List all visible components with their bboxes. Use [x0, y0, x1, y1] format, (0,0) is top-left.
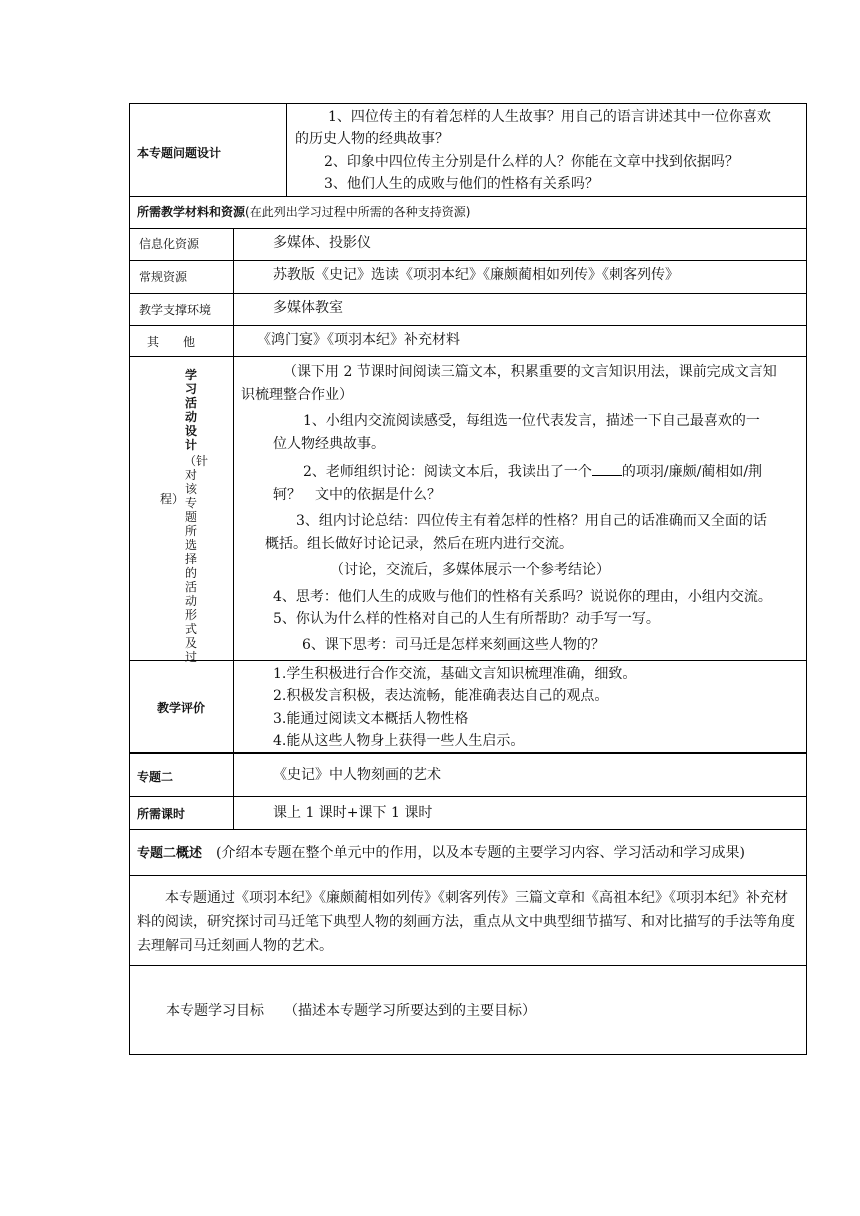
overview-note: (介绍本专题在整个单元中的作用，以及本专题的主要学习内容、学习活动和学习成果): [216, 845, 745, 861]
question-design-label: 本专题问题设计: [137, 146, 222, 160]
activity-step-4: 4、思考：他们人生的成败与他们的性格有关系吗？说说你的理由，小组内交流。: [273, 589, 772, 605]
goal-header: [166, 1000, 536, 1022]
material-label: 常规资源: [139, 270, 188, 284]
row-divider: [129, 660, 807, 661]
activity-step-2-post: 的项羽/廉颇/蔺相如/荆: [621, 464, 763, 480]
row-divider: [129, 228, 807, 229]
column-divider: [286, 103, 287, 196]
activity-step-1-line-1: 1、小组内交流阅读感受，每组选一位代表发言，描述一下自己最喜欢的一: [303, 413, 760, 429]
row-divider: [129, 796, 807, 797]
material-label: 其 他: [147, 335, 196, 349]
evaluation-item: 4.能从这些人物身上获得一些人生启示。: [273, 733, 525, 749]
goal-label: 本专题学习目标: [166, 1003, 264, 1019]
activity-label-note: （针对该专题所选择的活动形式及过: [184, 454, 209, 664]
overview-paragraph: 本专题通过《项羽本纪》《廉颇蔺相如列传》《刺客列传》三篇文章和《高祖本纪》《项羽本纪》补充材料的阅读，研究探讨司马迁笔下典型人物的刻画方法，重点从文中典型细节描写、和对比描写的手法等角度去理解司马迁刻画人物的艺术。: [137, 890, 795, 954]
row-divider: [129, 196, 807, 197]
question-2: 2、印象中四位传主分别是什么样的人？你能在文章中找到依据吗？: [324, 154, 739, 170]
row-divider: [129, 260, 807, 261]
topic2-label: 专题二: [137, 770, 174, 784]
goal-note: （描述本专题学习所要达到的主要目标）: [284, 1003, 536, 1019]
activity-label: 学习活动设计: [184, 368, 197, 452]
evaluation-item: 1.学生积极进行合作交流，基础文言知识梳理准确，细致。: [273, 666, 637, 682]
activity-step-1-line-2: 位人物经典故事。: [273, 436, 385, 452]
topic2-title: 《史记》中人物刻画的艺术: [273, 767, 441, 783]
activity-step-3-line-2: 概括。组长做好讨论记录，然后在班内进行交流。: [265, 536, 573, 552]
overview-header: [137, 842, 745, 865]
activity-step-2-pre: 2、老师组织讨论：阅读文本后，我读出了一个: [303, 464, 592, 480]
question-1-line-2: 的历史人物的经典故事？: [295, 131, 449, 147]
material-value: 多媒体、投影仪: [273, 235, 371, 251]
evaluation-item: 3.能通过阅读文本概括人物性格: [273, 711, 469, 727]
materials-header-note: (在此列出学习过程中所需的各种支持资源): [245, 205, 471, 219]
evaluation-label: 教学评价: [157, 701, 206, 715]
activity-intro-line-2: 识梳理整合作业）: [241, 387, 353, 403]
activity-intro-line-1: （课下用 2 节课时间阅读三篇文本，积累重要的文言知识用法，课前完成文言知: [283, 364, 777, 380]
row-divider: [129, 875, 807, 876]
row-divider: [129, 965, 807, 966]
material-value: 多媒体教室: [273, 300, 343, 316]
question-3: 3、他们人生的成败与他们的性格有关系吗？: [324, 176, 599, 192]
row-divider: [129, 356, 807, 357]
question-1-line-1: 1、四位传主的有着怎样的人生故事？用自己的语言讲述其中一位你喜欢: [328, 109, 771, 125]
activity-step-3-line-1: 3、组内讨论总结：四位传主有着怎样的性格？用自己的话准确而又全面的话: [296, 513, 767, 529]
column-divider: [233, 752, 234, 829]
column-divider: [233, 228, 234, 752]
row-divider: [129, 752, 807, 754]
materials-header: [137, 201, 470, 223]
evaluation-item: 2.积极发言积极，表达流畅，能准确表达自己的观点。: [273, 688, 609, 704]
hours-value: 课上 1 课时+课下 1 课时: [273, 805, 433, 821]
fill-blank: [592, 461, 622, 476]
row-divider: [129, 293, 807, 294]
materials-header-title: 所需教学材料和资源: [137, 205, 246, 219]
material-label: 教学支撑环境: [139, 303, 212, 317]
overview-label: 专题二概述: [137, 846, 203, 861]
activity-label-tail: 程）: [160, 492, 185, 506]
material-value: 苏教版《史记》选读《项羽本纪》《廉颇蔺相如列传》《刺客列传》: [273, 267, 679, 283]
activity-step-3-note: （讨论，交流后，多媒体展示一个参考结论）: [330, 562, 610, 578]
material-label: 信息化资源: [139, 237, 200, 251]
activity-step-5: 5、你认为什么样的性格对自己的人生有所帮助？动手写一写。: [273, 611, 660, 627]
activity-step-2-line-1: [303, 461, 762, 483]
activity-step-2-line-2: 轲？ 文中的依据是什么？: [273, 487, 441, 503]
row-divider: [129, 325, 807, 326]
hours-label: 所需课时: [137, 807, 186, 821]
activity-step-6: 6、课下思考：司马迁是怎样来刻画这些人物的？: [302, 637, 605, 653]
row-divider: [129, 829, 807, 830]
material-value: 《鸿门宴》《项羽本纪》补充材料: [257, 332, 460, 348]
